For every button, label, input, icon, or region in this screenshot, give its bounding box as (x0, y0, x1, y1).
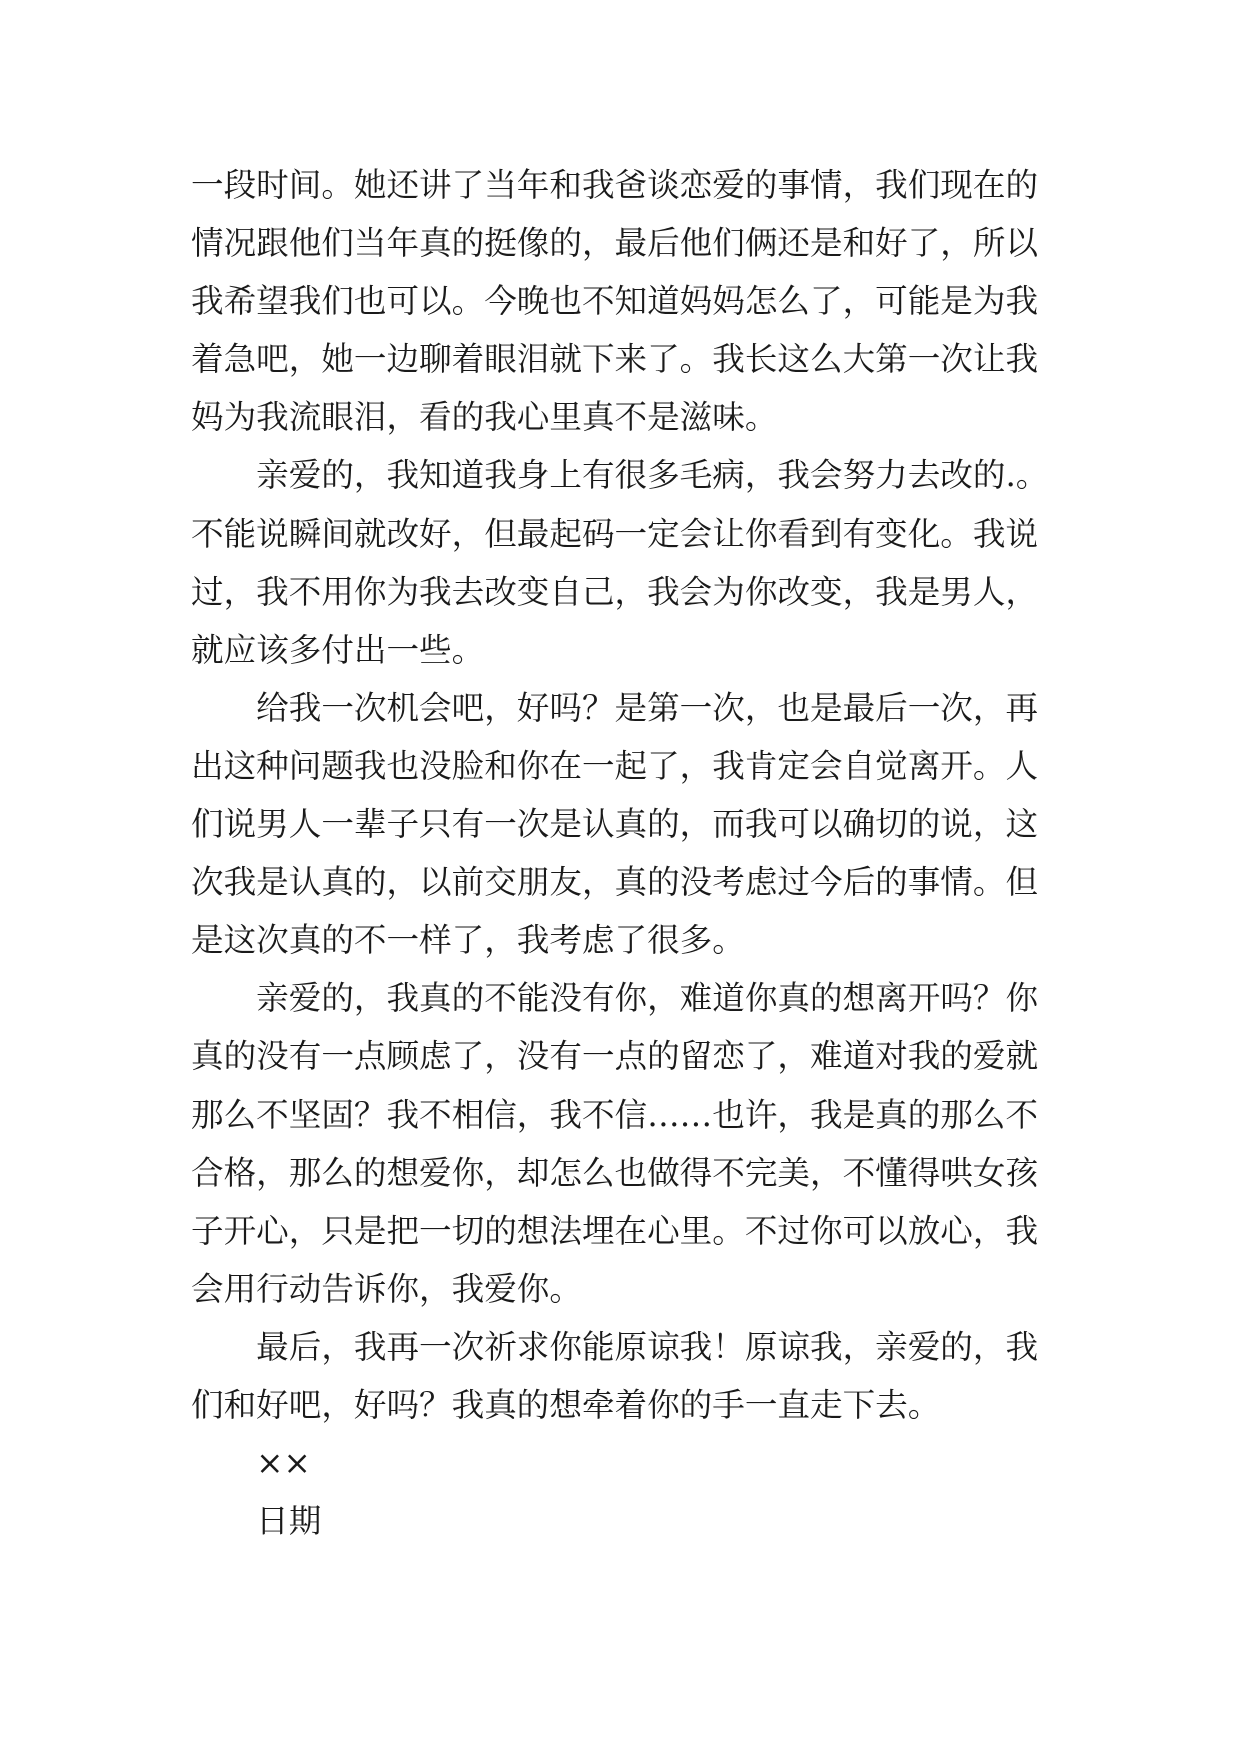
text-line: 亲爱的，我真的不能没有你，难道你真的想离开吗？你 (191, 979, 1039, 1018)
text-line: 出这种问题我也没脸和你在一起了，我肯定会自觉离开。人 (191, 746, 1039, 785)
signature-line: ×× (191, 1444, 311, 1483)
text-line: 合格，那么的想爱你，却怎么也做得不完美，不懂得哄女孩 (191, 1153, 1039, 1192)
text-line: 着急吧，她一边聊着眼泪就下来了。我长这么大第一次让我 (191, 340, 1039, 379)
text-line: 我希望我们也可以。今晚也不知道妈妈怎么了，可能是为我 (191, 282, 1039, 321)
text-line: 就应该多付出一些。 (191, 630, 485, 669)
letter-body (191, 156, 1061, 1550)
date-line: 日期 (191, 1502, 322, 1541)
text-line: 情况跟他们当年真的挺像的，最后他们俩还是和好了，所以 (191, 224, 1039, 263)
text-line: 一段时间。她还讲了当年和我爸谈恋爱的事情，我们现在的 (191, 166, 1039, 204)
text-line: 那么不坚固？我不相信，我不信……也许，我是真的那么不 (191, 1095, 1039, 1134)
text-line: 不能说瞬间就改好，但最起码一定会让你看到有变化。我说 (191, 514, 1039, 553)
text-line: 们说男人一辈子只有一次是认真的，而我可以确切的说，这 (191, 805, 1039, 844)
text-line: 过，我不用你为我去改变自己，我会为你改变，我是男人， (191, 572, 1039, 611)
text-line: 是这次真的不一样了，我考虑了很多。 (191, 921, 745, 960)
text-line: 子开心，只是把一切的想法埋在心里。不过你可以放心，我 (191, 1211, 1039, 1250)
text-line: 最后，我再一次祈求你能原谅我！原谅我，亲爱的，我 (191, 1327, 1039, 1366)
text-line: 会用行动告诉你，我爱你。 (191, 1269, 582, 1308)
text-line: 给我一次机会吧，好吗？是第一次，也是最后一次，再 (191, 688, 1039, 727)
text-line: 妈为我流眼泪，看的我心里真不是滋味。 (191, 398, 778, 437)
text-line: 们和好吧，好吗？我真的想牵着你的手一直走下去。 (191, 1385, 941, 1424)
text-line: 真的没有一点顾虑了，没有一点的留恋了，难道对我的爱就 (191, 1037, 1039, 1076)
text-line: 次我是认真的，以前交朋友，真的没考虑过今后的事情。但 (191, 863, 1039, 902)
text-line: 亲爱的，我知道我身上有很多毛病，我会努力去改的.。 (191, 456, 1049, 495)
